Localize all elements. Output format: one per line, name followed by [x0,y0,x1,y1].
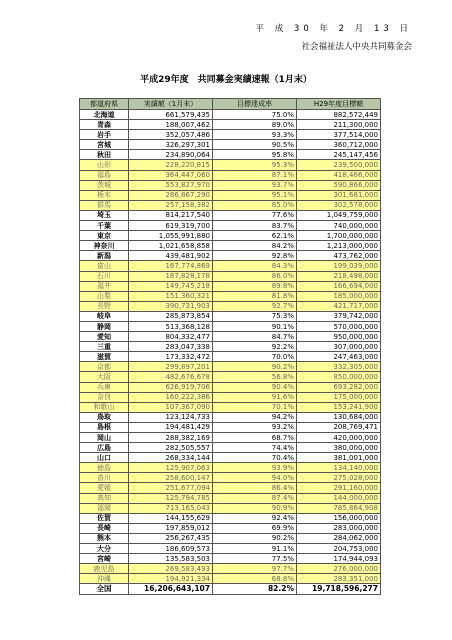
amount-cell: 283,047,338 [129,342,213,352]
prefecture-cell: 岐阜 [80,311,129,321]
prefecture-cell: 長野 [80,301,129,311]
table-row [80,221,381,231]
table-row [80,382,381,392]
table-row [80,352,381,362]
rate-cell: 90.2% [213,533,297,543]
table-row [80,544,381,554]
amount-cell: 619,319,700 [129,221,213,231]
amount-cell: 188,007,462 [129,120,213,130]
target-cell: 381,001,000 [297,453,381,463]
report-date: 平 成 30 年 2 月 13 日 [255,24,412,34]
table-row [80,271,381,281]
results-table [79,98,381,595]
table-row [80,402,381,412]
target-cell: 882,572,449 [297,110,381,120]
amount-cell: 149,745,218 [129,281,213,291]
amount-cell: 251,677,094 [129,483,213,493]
document-title: 平成29年度 共同募金実績速報（1月末） [140,75,312,85]
prefecture-cell: 熊本 [80,533,129,543]
prefecture-cell: 福岡 [80,503,129,513]
table-row [80,574,381,584]
target-cell: 130,684,000 [297,412,381,422]
target-cell: 377,514,000 [297,130,381,140]
rate-cell: 74.4% [213,443,297,453]
amount-cell: 661,579,435 [129,110,213,120]
target-cell: 473,762,000 [297,251,381,261]
rate-cell: 87.4% [213,493,297,503]
rate-cell: 77.5% [213,554,297,564]
target-cell: 208,769,471 [297,422,381,432]
rate-cell: 56.8% [213,372,297,382]
amount-cell: 234,890,064 [129,150,213,160]
amount-cell: 553,827,970 [129,180,213,190]
prefecture-cell: 島根 [80,422,129,432]
prefecture-cell: 愛知 [80,332,129,342]
target-cell: 740,000,000 [297,221,381,231]
amount-cell: 439,481,902 [129,251,213,261]
table-total-row [80,584,381,594]
amount-cell: 135,583,503 [129,554,213,564]
table-row [80,190,381,200]
table-row [80,433,381,443]
table-row [80,372,381,382]
rate-cell: 77.6% [213,210,297,220]
amount-cell: 186,609,573 [129,544,213,554]
target-cell: 307,000,000 [297,342,381,352]
target-cell: 276,000,000 [297,564,381,574]
target-cell: 245,147,456 [297,150,381,160]
table-row [80,422,381,432]
target-cell: 166,694,000 [297,281,381,291]
amount-cell: 194,921,334 [129,574,213,584]
prefecture-cell: 福島 [80,170,129,180]
prefecture-cell: 千葉 [80,221,129,231]
rate-cell: 83.7% [213,221,297,231]
table-row [80,564,381,574]
table-row [80,362,381,372]
rate-cell: 92.7% [213,301,297,311]
prefecture-cell: 福井 [80,281,129,291]
table-row [80,533,381,543]
column-header-prefecture: 都道府県 [80,99,129,110]
target-cell: 218,498,000 [297,271,381,281]
amount-cell: 173,332,472 [129,352,213,362]
prefecture-cell: 岩手 [80,130,129,140]
amount-cell: 390,731,903 [129,301,213,311]
amount-cell: 626,919,706 [129,382,213,392]
target-cell: 570,000,000 [297,321,381,331]
amount-cell: 257,158,382 [129,200,213,210]
column-header-target: H29年度目標額 [297,99,381,110]
target-cell: 156,000,000 [297,513,381,523]
total-rate: 82.2% [213,584,297,594]
prefecture-cell: 山梨 [80,291,129,301]
prefecture-cell: 香川 [80,473,129,483]
rate-cell: 70.0% [213,352,297,362]
prefecture-cell: 滋賀 [80,352,129,362]
amount-cell: 194,481,429 [129,422,213,432]
target-cell: 185,000,000 [297,291,381,301]
rate-cell: 91.6% [213,392,297,402]
target-cell: 301,681,000 [297,190,381,200]
amount-cell: 1,055,991,880 [129,231,213,241]
amount-cell: 197,859,012 [129,523,213,533]
prefecture-cell: 愛媛 [80,483,129,493]
table-row [80,342,381,352]
amount-cell: 299,897,201 [129,362,213,372]
target-cell: 275,028,000 [297,473,381,483]
rate-cell: 75.3% [213,311,297,321]
table-row [80,493,381,503]
rate-cell: 90.4% [213,382,297,392]
target-cell: 239,500,000 [297,160,381,170]
table-row [80,120,381,130]
table-row [80,332,381,342]
rate-cell: 93.2% [213,422,297,432]
rate-cell: 95.3% [213,160,297,170]
target-cell: 950,000,000 [297,332,381,342]
prefecture-cell: 茨城 [80,180,129,190]
table-row [80,160,381,170]
rate-cell: 97.7% [213,564,297,574]
target-cell: 590,866,000 [297,180,381,190]
table-row [80,251,381,261]
amount-cell: 286,867,290 [129,190,213,200]
prefecture-cell: 佐賀 [80,513,129,523]
total-amount: 16,206,643,107 [129,584,213,594]
rate-cell: 70.4% [213,453,297,463]
table-row [80,140,381,150]
target-cell: 284,062,000 [297,533,381,543]
table-row [80,150,381,160]
table-row [80,412,381,422]
target-cell: 199,039,000 [297,261,381,271]
rate-cell: 89.0% [213,120,297,130]
target-cell: 302,578,000 [297,200,381,210]
rate-cell: 84.2% [213,241,297,251]
table-row [80,130,381,140]
target-cell: 1,700,000,000 [297,231,381,241]
prefecture-cell: 沖縄 [80,574,129,584]
rate-cell: 86.0% [213,271,297,281]
rate-cell: 85.0% [213,200,297,210]
rate-cell: 90.2% [213,362,297,372]
prefecture-cell: 長崎 [80,523,129,533]
target-cell: 332,305,000 [297,362,381,372]
amount-cell: 804,332,477 [129,332,213,342]
target-cell: 144,000,000 [297,493,381,503]
rate-cell: 92.8% [213,251,297,261]
prefecture-cell: 神奈川 [80,241,129,251]
rate-cell: 93.7% [213,180,297,190]
total-target: 19,718,596,277 [297,584,381,594]
prefecture-cell: 三重 [80,342,129,352]
table-row [80,170,381,180]
rate-cell: 95.8% [213,150,297,160]
table-row [80,261,381,271]
prefecture-cell: 京都 [80,362,129,372]
table-row [80,301,381,311]
prefecture-cell: 東京 [80,231,129,241]
target-cell: 283,000,000 [297,523,381,533]
rate-cell: 84.3% [213,261,297,271]
prefecture-cell: 和歌山 [80,402,129,412]
prefecture-cell: 大分 [80,544,129,554]
target-cell: 420,000,000 [297,433,381,443]
prefecture-cell: 富山 [80,261,129,271]
table-row [80,321,381,331]
organization-name: 社会福祉法人中央共同募金会 [301,42,412,52]
prefecture-cell: 高知 [80,493,129,503]
table-row [80,554,381,564]
target-cell: 174,944,093 [297,554,381,564]
target-cell: 379,742,000 [297,311,381,321]
table-body [80,110,381,584]
table-row [80,281,381,291]
target-cell: 380,000,000 [297,443,381,453]
table-row [80,443,381,453]
table-row [80,513,381,523]
total-name: 全国 [80,584,129,594]
rate-cell: 75.0% [213,110,297,120]
rate-cell: 91.1% [213,544,297,554]
target-cell: 175,000,000 [297,392,381,402]
rate-cell: 90.5% [213,140,297,150]
target-cell: 360,712,000 [297,140,381,150]
prefecture-cell: 新潟 [80,251,129,261]
prefecture-cell: 青森 [80,120,129,130]
amount-cell: 288,382,169 [129,433,213,443]
rate-cell: 81.8% [213,291,297,301]
table-header-row [80,99,381,110]
amount-cell: 125,794,785 [129,493,213,503]
amount-cell: 285,873,854 [129,311,213,321]
target-cell: 1,049,759,000 [297,210,381,220]
prefecture-cell: 大阪 [80,372,129,382]
target-cell: 785,864,908 [297,503,381,513]
amount-cell: 258,600,147 [129,473,213,483]
rate-cell: 93.3% [213,130,297,140]
prefecture-cell: 徳島 [80,463,129,473]
prefecture-cell: 鹿児島 [80,564,129,574]
table-row [80,291,381,301]
rate-cell: 90.1% [213,321,297,331]
target-cell: 153,241,900 [297,402,381,412]
rate-cell: 93.9% [213,463,297,473]
amount-cell: 256,267,435 [129,533,213,543]
amount-cell: 151,360,321 [129,291,213,301]
rate-cell: 69.9% [213,523,297,533]
prefecture-cell: 奈良 [80,392,129,402]
prefecture-cell: 栃木 [80,190,129,200]
column-header-amount: 実績額（1月末） [129,99,213,110]
rate-cell: 92.2% [213,342,297,352]
amount-cell: 268,334,144 [129,453,213,463]
amount-cell: 364,447,060 [129,170,213,180]
prefecture-cell: 宮城 [80,140,129,150]
prefecture-cell: 埼玉 [80,210,129,220]
table-row [80,210,381,220]
prefecture-cell: 山形 [80,160,129,170]
amount-cell: 125,907,063 [129,463,213,473]
target-cell: 134,140,000 [297,463,381,473]
rate-cell: 94.2% [213,412,297,422]
table-row [80,523,381,533]
amount-cell: 144,155,629 [129,513,213,523]
amount-cell: 1,021,658,858 [129,241,213,251]
prefecture-cell: 岡山 [80,433,129,443]
target-cell: 693,282,000 [297,382,381,392]
table-row [80,473,381,483]
table-row [80,241,381,251]
target-cell: 850,000,000 [297,372,381,382]
rate-cell: 62.1% [213,231,297,241]
amount-cell: 326,297,301 [129,140,213,150]
prefecture-cell: 兵庫 [80,382,129,392]
amount-cell: 814,217,540 [129,210,213,220]
target-cell: 247,463,000 [297,352,381,362]
prefecture-cell: 宮崎 [80,554,129,564]
target-cell: 1,213,000,000 [297,241,381,251]
amount-cell: 107,367,090 [129,402,213,412]
amount-cell: 167,774,869 [129,261,213,271]
table-row [80,503,381,513]
amount-cell: 269,583,493 [129,564,213,574]
amount-cell: 123,124,733 [129,412,213,422]
rate-cell: 90.9% [213,503,297,513]
rate-cell: 87.1% [213,170,297,180]
rate-cell: 68.7% [213,433,297,443]
table-row [80,483,381,493]
table-row [80,453,381,463]
table-row [80,200,381,210]
table-row [80,231,381,241]
amount-cell: 282,505,557 [129,443,213,453]
rate-cell: 95.1% [213,190,297,200]
prefecture-cell: 北海道 [80,110,129,120]
amount-cell: 513,368,128 [129,321,213,331]
amount-cell: 482,676,678 [129,372,213,382]
rate-cell: 68.8% [213,574,297,584]
prefecture-cell: 静岡 [80,321,129,331]
rate-cell: 94.0% [213,473,297,483]
prefecture-cell: 石川 [80,271,129,281]
prefecture-cell: 秋田 [80,150,129,160]
amount-cell: 228,220,815 [129,160,213,170]
table-row [80,463,381,473]
target-cell: 418,466,000 [297,170,381,180]
target-cell: 283,351,000 [297,574,381,584]
table-row [80,392,381,402]
rate-cell: 92.4% [213,513,297,523]
rate-cell: 86.4% [213,483,297,493]
prefecture-cell: 広島 [80,443,129,453]
rate-cell: 70.1% [213,402,297,412]
prefecture-cell: 群馬 [80,200,129,210]
prefecture-cell: 山口 [80,453,129,463]
table-row [80,110,381,120]
target-cell: 211,300,000 [297,120,381,130]
target-cell: 204,753,000 [297,544,381,554]
target-cell: 291,160,000 [297,483,381,493]
amount-cell: 713,165,043 [129,503,213,513]
prefecture-cell: 鳥取 [80,412,129,422]
amount-cell: 160,222,386 [129,392,213,402]
column-header-rate: 目標達成率 [213,99,297,110]
rate-cell: 84.7% [213,332,297,342]
table-row [80,311,381,321]
amount-cell: 187,828,178 [129,271,213,281]
table-row [80,180,381,190]
rate-cell: 89.8% [213,281,297,291]
target-cell: 421,717,000 [297,301,381,311]
amount-cell: 352,057,486 [129,130,213,140]
